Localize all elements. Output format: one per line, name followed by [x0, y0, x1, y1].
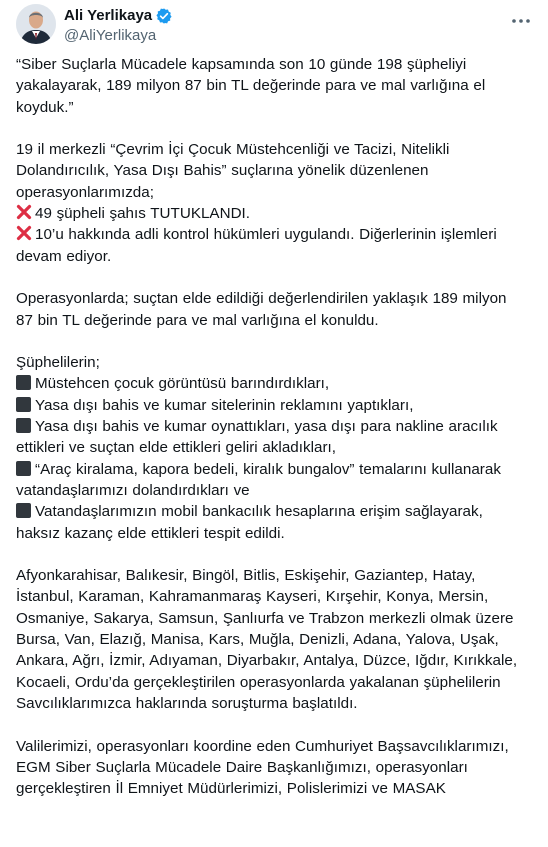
text-line: gerçekleştiren İl Emniyet Müdürlerimizi, Polislerimizi ve MASAK [16, 780, 446, 798]
text-line: koyduk.” [16, 98, 74, 116]
list-item [16, 459, 544, 480]
verified-badge-icon [155, 7, 173, 25]
text-line: devam ediyor. [16, 247, 112, 265]
list-item-text: 10’u hakkında adli kontrol hükümleri uygulandı. Diğerlerinin işlemleri [35, 226, 497, 244]
list-item-text: “Araç kiralama, kapora bedeli, kiralık bungalov” temalarını kullanarak [35, 460, 501, 478]
tweet-paragraph-5 [16, 565, 544, 714]
text-line: Savcılıklarımızca haklarında soruşturma başlatıldı. [16, 694, 358, 712]
person-portrait-icon [16, 4, 56, 44]
tweet-body [16, 54, 544, 799]
list-item-text: 49 şüpheli şahıs TUTUKLANDI. [35, 205, 251, 223]
cross-mark-icon [16, 225, 32, 241]
list-item [16, 501, 544, 522]
tweet-paragraph-3 [16, 288, 544, 331]
text-line: ettikleri ve suçtan elde ettikleri geliri akladıkları, [16, 439, 337, 457]
list-item-text: Vatandaşlarımızın mobil bankacılık hesaplarına erişim sağlayarak, [35, 503, 483, 521]
tweet-paragraph-1 [16, 54, 544, 118]
list-item-text: Yasa dışı bahis ve kumar sitelerinin reklamını yaptıkları, [35, 396, 414, 414]
tweet-paragraph-6 [16, 736, 544, 800]
text-line: Kocaeli, Ordu’da gerçekleştirilen operasyonlarda yakalanan şüphelilerin [16, 673, 501, 691]
more-options-icon[interactable] [510, 10, 532, 32]
tweet-paragraph-4 [16, 352, 544, 544]
text-line: Şüphelilerin; [16, 354, 100, 372]
text-line: yakalayarak, 189 milyon 87 bin TL değerinde para ve mal varlığına el [16, 77, 486, 95]
text-line: İstanbul, Karaman, Kahramanmaraş Kayseri, Kırşehir, Konya, Mersin, [16, 588, 489, 606]
black-square-icon [16, 503, 31, 518]
text-line: Operasyonlarda; suçtan elde edildiği değerlendirilen yaklaşık 189 milyon [16, 290, 507, 308]
list-item-text: Yasa dışı bahis ve kumar oynattıkları, yasa dışı para nakline aracılık [35, 418, 498, 436]
text-line: haksız kazanç elde ettikleri tespit edildi. [16, 524, 285, 542]
list-item [16, 224, 544, 245]
text-line: “Siber Suçlarla Mücadele kapsamında son 10 günde 198 şüpheliyi [16, 56, 467, 73]
avatar[interactable] [16, 4, 56, 44]
black-square-icon [16, 418, 31, 433]
black-square-icon [16, 397, 31, 412]
user-handle[interactable]: @AliYerlikaya [64, 27, 157, 44]
tweet-header [16, 4, 532, 48]
text-line: Osmaniye, Sakarya, Samsun, Şanlıurfa ve Trabzon merkezli olmak üzere [16, 609, 514, 627]
cross-mark-icon [16, 204, 32, 220]
black-square-icon [16, 375, 31, 390]
text-line: Ankara, Ağrı, İzmir, Adıyaman, Diyarbakır, Antalya, Düzce, Iğdır, Kırıkkale, [16, 652, 518, 670]
list-item [16, 373, 544, 394]
display-name[interactable]: Ali Yerlikaya [64, 7, 153, 24]
text-line: Afyonkarahisar, Balıkesir, Bingöl, Bitlis, Eskişehir, Gaziantep, Hatay, [16, 567, 476, 585]
text-line: vatandaşlarımızı dolandırdıkları ve [16, 481, 250, 499]
black-square-icon [16, 461, 31, 476]
text-line: EGM Siber Suçlarla Mücadele Daire Başkanlığımızı, operasyonları [16, 758, 468, 776]
text-line: 19 il merkezli “Çevrim İçi Çocuk Müstehcenliği ve Tacizi, Nitelikli [16, 141, 450, 159]
text-line: Valilerimizi, operasyonları koordine eden Cumhuriyet Başsavcılıklarımızı, [16, 737, 509, 755]
list-item-text: Müstehcen çocuk görüntüsü barındırdıkları, [35, 375, 330, 393]
list-item [16, 416, 544, 437]
list-item [16, 203, 544, 224]
text-line: 87 bin TL değerinde para ve mal varlığına el konuldu. [16, 311, 379, 329]
text-line: operasyonlarımızda; [16, 183, 154, 201]
list-item [16, 395, 544, 416]
text-line: Dolandırıcılık, Yasa Dışı Bahis” suçlarına yönelik düzenlenen [16, 162, 429, 180]
text-line: Bursa, Van, Elazığ, Manisa, Kars, Muğla, Denizli, Adana, Yalova, Uşak, [16, 631, 499, 649]
tweet-paragraph-2 [16, 139, 544, 267]
